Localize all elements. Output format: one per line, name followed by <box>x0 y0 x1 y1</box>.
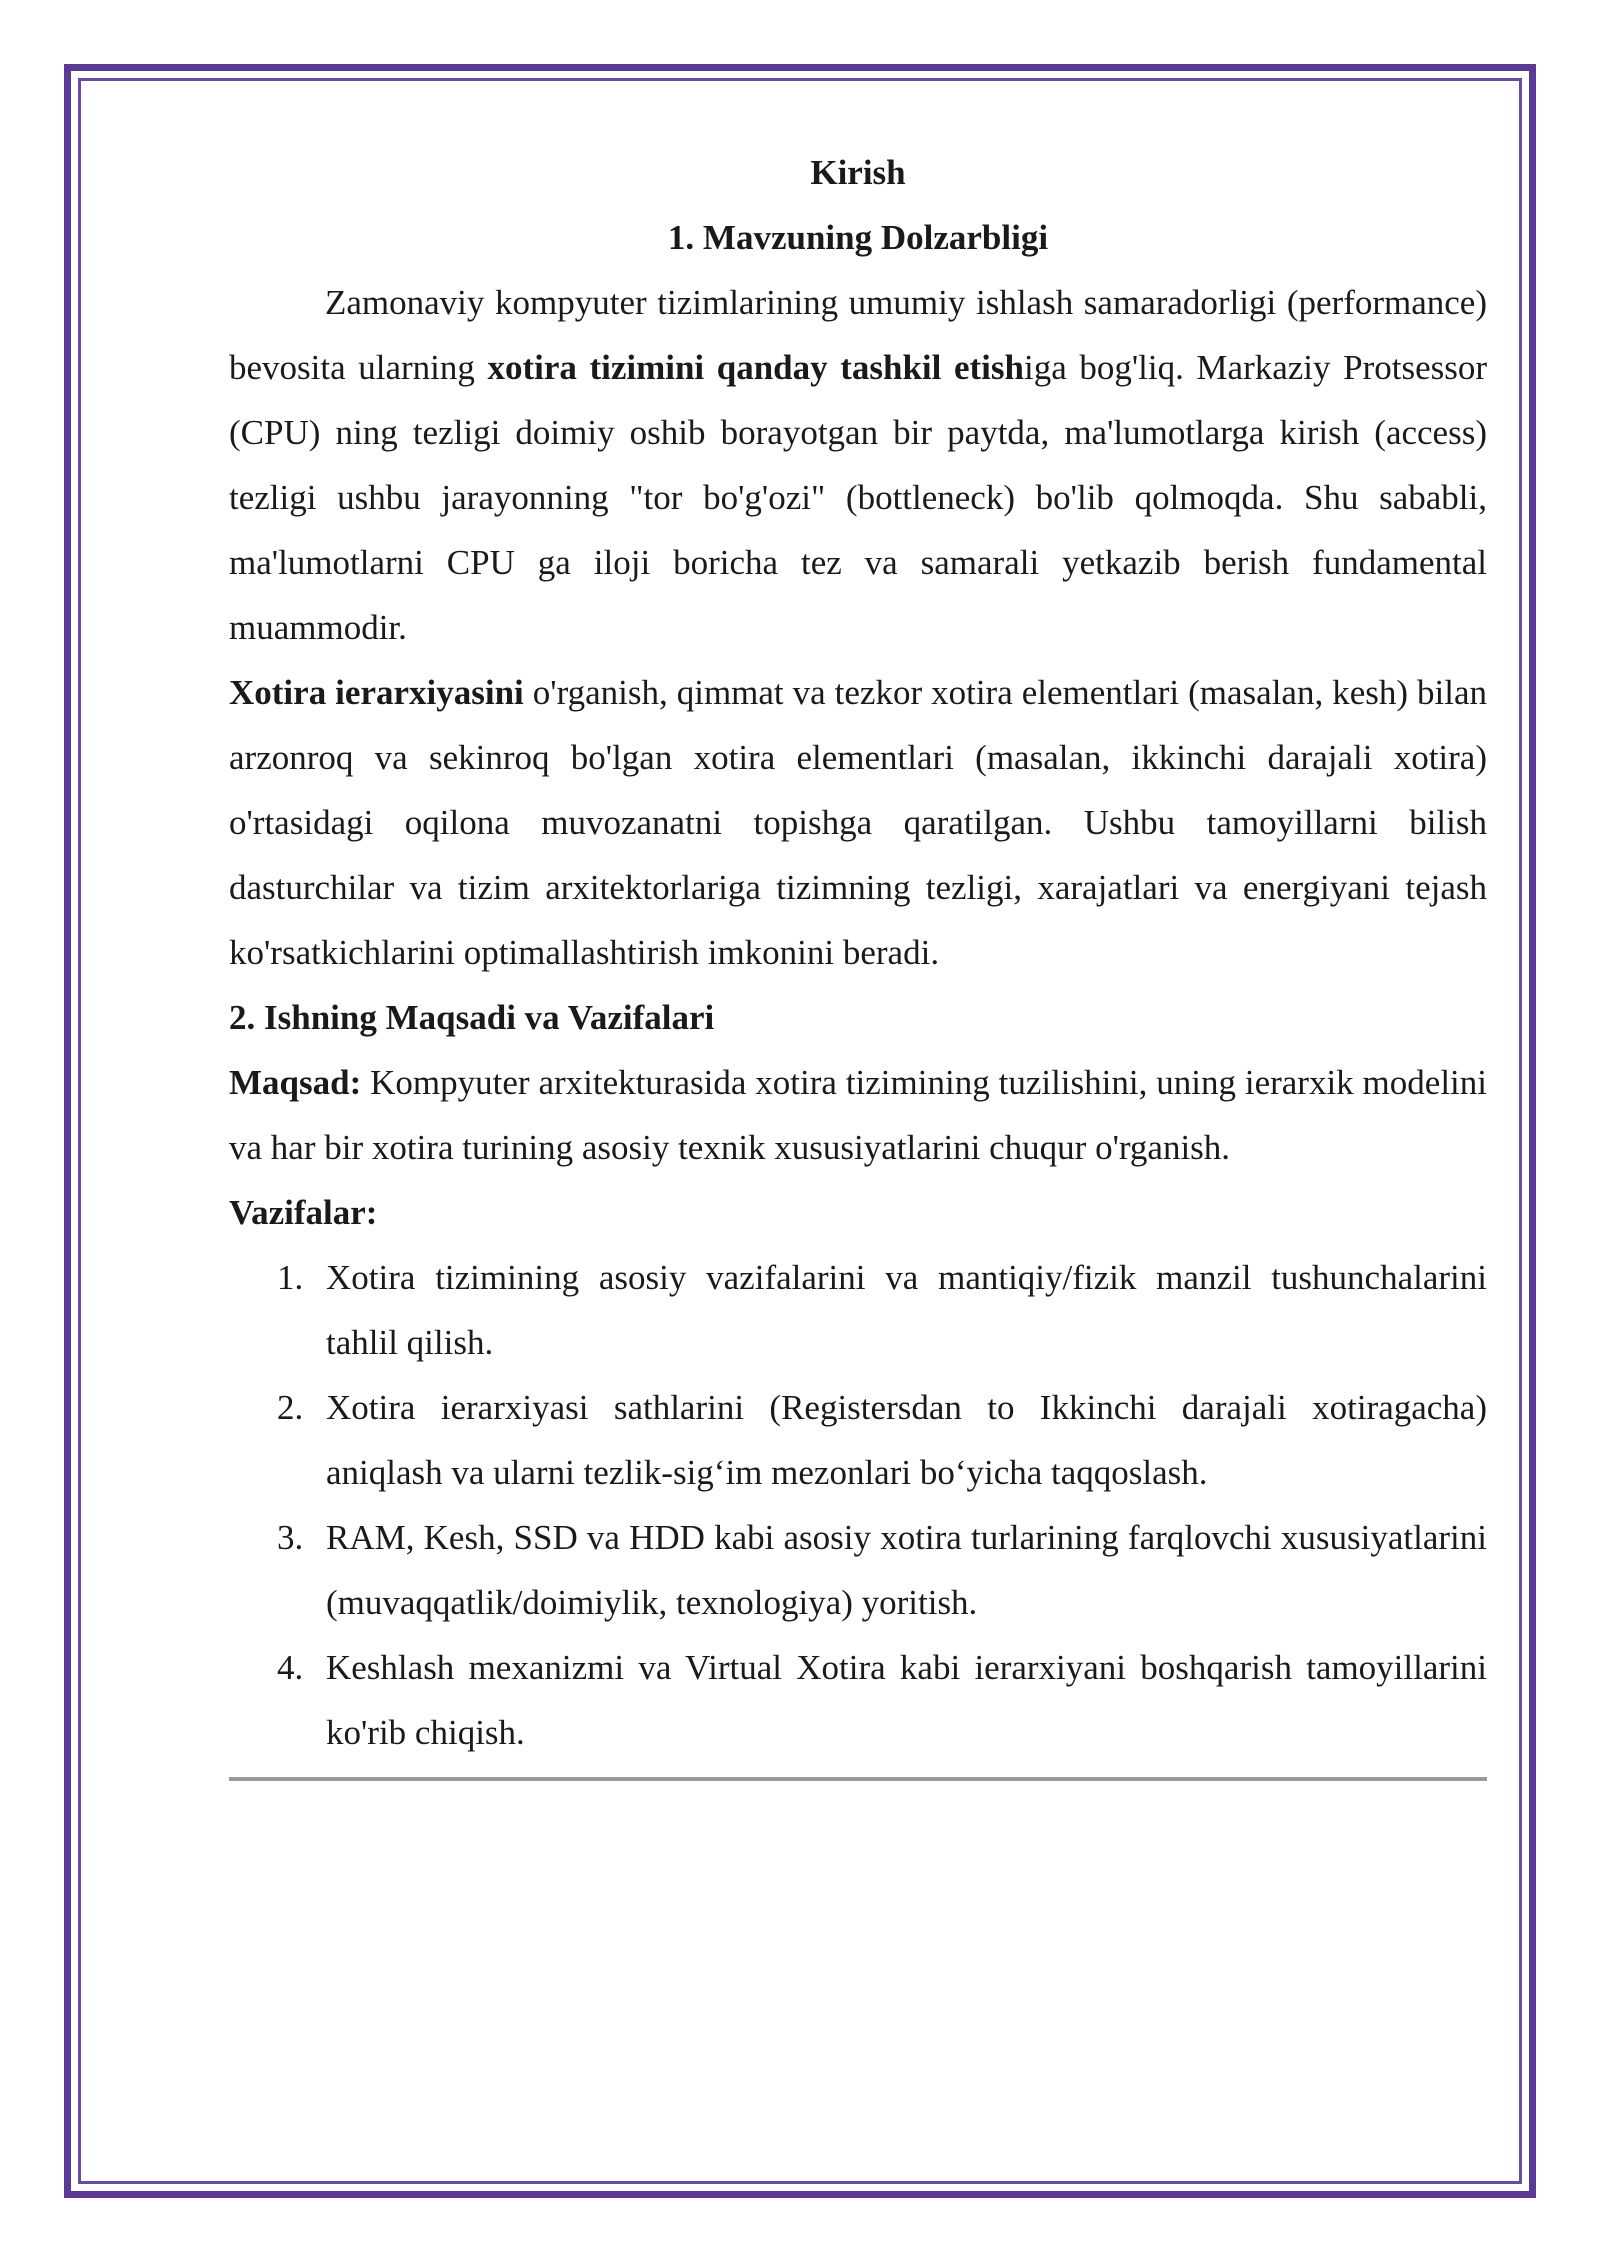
list-item-number: 2. <box>277 1388 304 1427</box>
document-content <box>229 140 1487 1765</box>
paragraph-2 <box>229 660 1487 985</box>
goal-text: Kompyuter arxitekturasida xotira tizimining tuzilishini, uning ierarxik modelini va har bir xotira turining asosiy texnik xususiyatlarini chuqur o'rganish. <box>229 1063 1487 1167</box>
list-item-text: Xotira tizimining asosiy vazifalarini va mantiqiy/fizik manzil tushunchalarini tahlil qilish. <box>326 1258 1487 1362</box>
paragraph-2-bold-phrase: Xotira ierarxiyasini <box>229 673 524 712</box>
paragraph-1-text-end: iga bog'liq. Markaziy Protsessor (CPU) ning tezligi doimiy oshib borayotgan bir paytda, ma'lumotlarga kirish (access) tezligi ushbu jarayonning "tor bo'g'ozi" (bottleneck) bo'lib qolmoqda. Shu sababli, ma'lumotlarni CPU ga iloji boricha tez va samarali yetkazib berish fundamental muammodir. <box>229 348 1488 647</box>
list-item <box>229 1505 1487 1635</box>
goal-label: Maqsad: <box>229 1063 362 1102</box>
paragraph-1 <box>229 270 1487 660</box>
tasks-list <box>229 1245 1487 1765</box>
horizontal-rule <box>229 1777 1487 1781</box>
paragraph-1-bold-phrase: xotira tizimini qanday tashkil etish <box>487 348 1024 387</box>
list-item-number: 4. <box>277 1648 304 1687</box>
section-1-title: 1. Mavzuning Dolzarbligi <box>667 218 1049 257</box>
list-item-text: Xotira ierarxiyasi sathlarini (Registersdan to Ikkinchi darajali xotiragacha) aniqlash va ularni tezlik-sig‘im mezonlari bo‘yicha taqqoslash. <box>326 1388 1487 1492</box>
paragraph-1-text-start: Zamonaviy kompyuter tizimlarining umumiy ishlash samaradorligi (performance) bevosita ularning <box>229 283 1487 387</box>
list-item <box>229 1245 1487 1375</box>
paragraph-2-text: o'rganish, qimmat va tezkor xotira elementlari (masalan, kesh) bilan arzonroq va sekinroq bo'lgan xotira elementlari (masalan, ikkinchi darajali xotira) o'rtasidagi oqilona muvozanatni topishga qaratilgan. Ushbu tamoyillarni bilish dasturchilar va tizim arxitektorlariga tizimning tezligi, xarajatlari va energiyani tejash ko'rsatkichlarini optimallashtirish imkonini beradi. <box>229 673 1487 972</box>
list-item-text: RAM, Kesh, SSD va HDD kabi asosiy xotira turlarining farqlovchi xususiyatlarini (muvaqqatlik/doimiylik, texnologiya) yoritish. <box>326 1518 1487 1622</box>
list-item <box>229 1375 1487 1505</box>
list-item-number: 3. <box>277 1518 304 1557</box>
list-item-number: 1. <box>277 1258 304 1297</box>
heading-kirish: Kirish <box>810 153 906 192</box>
goal-paragraph <box>229 1050 1487 1180</box>
section-2-title: 2. Ishning Maqsadi va Vazifalari <box>229 998 715 1037</box>
list-item-text: Keshlash mexanizmi va Virtual Xotira kabi ierarxiyani boshqarish tamoyillarini ko'rib chiqish. <box>326 1648 1487 1752</box>
tasks-label: Vazifalar: <box>229 1193 378 1232</box>
list-item <box>229 1635 1487 1765</box>
